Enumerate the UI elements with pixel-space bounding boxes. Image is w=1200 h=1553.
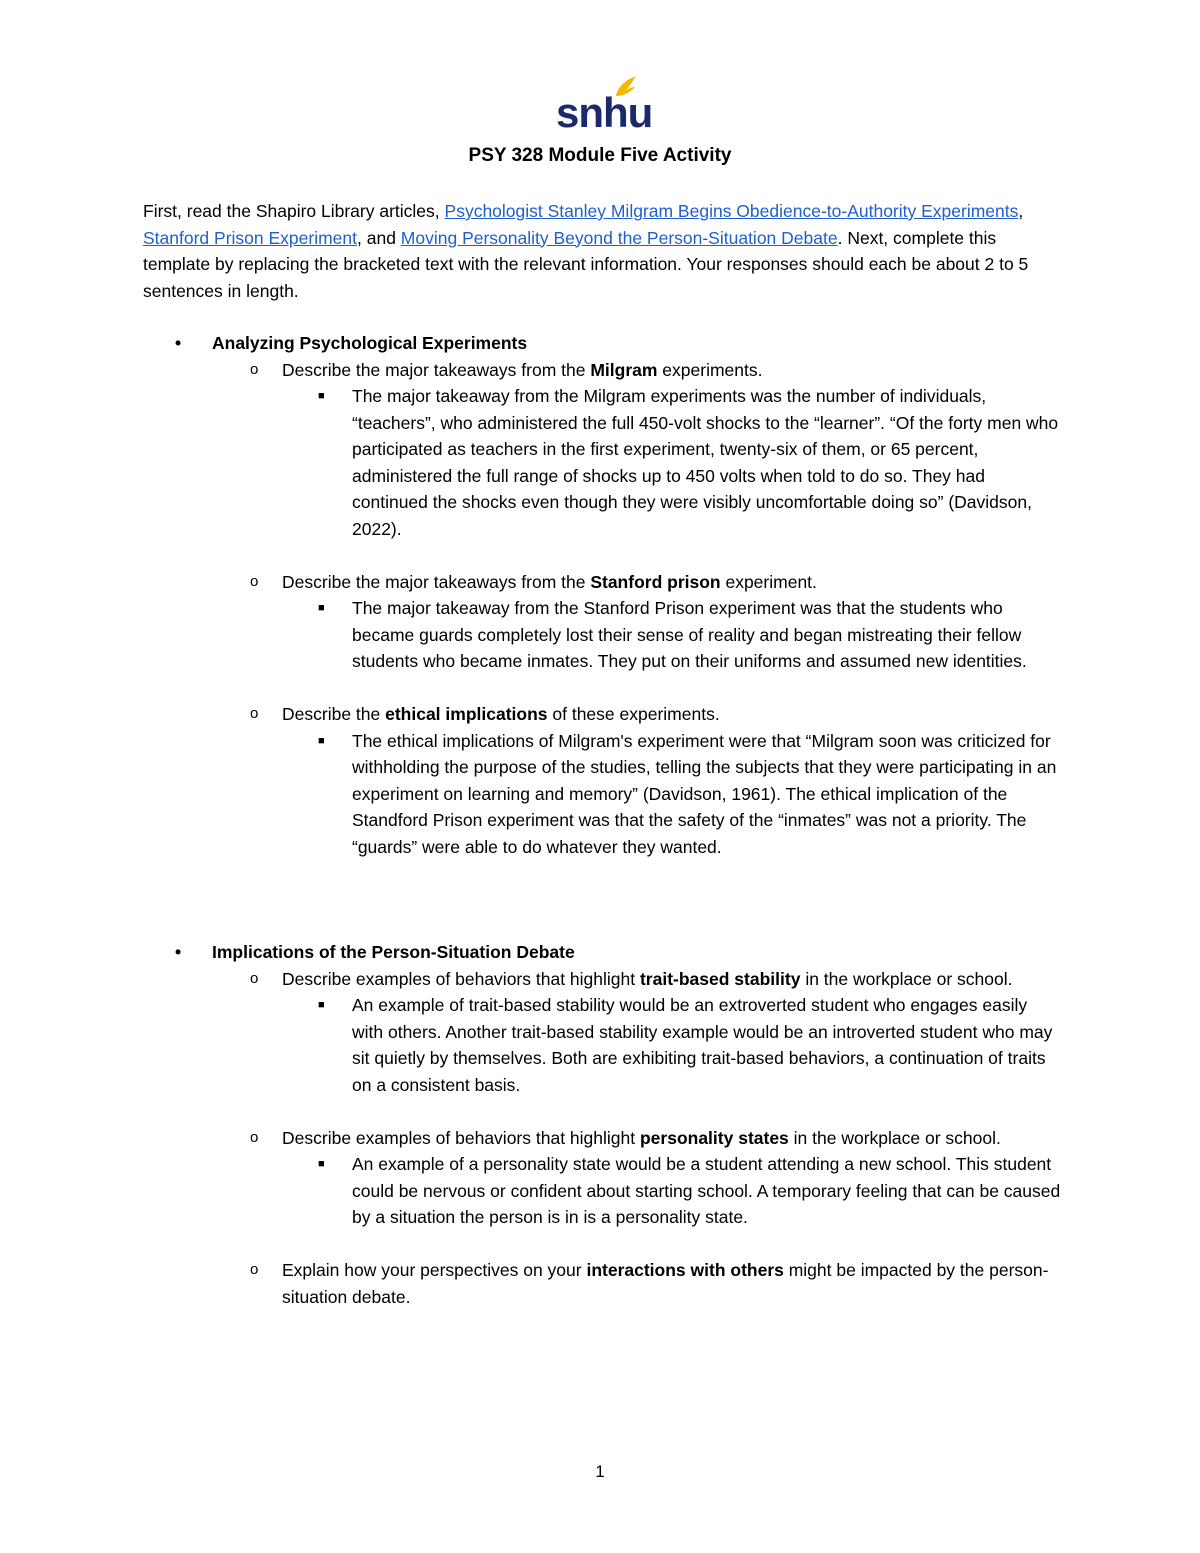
question-text: Describe the <box>282 704 386 724</box>
bullet-icon: • <box>175 333 182 353</box>
question <box>143 357 1063 384</box>
question-bold: Stanford prison <box>590 571 721 592</box>
circle-bullet-icon: o <box>250 705 259 722</box>
snhu-logo <box>556 74 653 136</box>
question-text: Describe examples of behaviors that highlight <box>282 968 640 989</box>
section-heading-text: Implications of the Person-Situation Debate <box>212 942 575 962</box>
question <box>143 701 1063 728</box>
section-heading-text: Analyzing Psychological Experiments <box>212 333 528 353</box>
question-text: experiments. <box>657 359 763 380</box>
circle-bullet-icon: o <box>250 1128 259 1146</box>
question <box>143 1257 1063 1310</box>
bullet-icon: • <box>175 942 182 962</box>
question-bold: personality states <box>639 1127 789 1148</box>
question-bold: trait-based stability <box>639 968 801 989</box>
question <box>143 569 1063 596</box>
intro-sep2: , and <box>357 227 401 248</box>
question-text: in the workplace or school. <box>800 968 1013 989</box>
circle-bullet-icon: o <box>250 572 259 590</box>
circle-bullet-icon: o <box>250 1261 259 1278</box>
answer <box>143 383 1063 542</box>
square-bullet-icon: ■ <box>318 1158 325 1170</box>
answer-text: An example of a personality state would be a student attending a new school. This student could be nervous or confident about starting school. A temporary feeling that can be caused by a situation the person is in is a personality state. <box>352 1154 1061 1227</box>
answer-text: The major takeaway from the Milgram experiments was the number of individuals, “teachers”, who administered the full 450-volt shocks to the “learner”. “Of the forty men who participated as teachers in the first experiment, twenty-six of them, or 65 percent, administered the full range of shocks up to 450 volts when told to do so. They had continued the shocks even though they were visibly uncomfortable doing so” (Davidson, 2022). <box>352 386 1059 539</box>
link-milgram-article[interactable]: Psychologist Stanley Milgram Begins Obedience-to-Authority Experiments <box>444 201 1019 221</box>
question-text: of these experiments. <box>547 704 720 724</box>
question-text: Describe the major takeaways from the <box>282 571 591 592</box>
page-number: 1 <box>595 1462 605 1481</box>
question-text: Describe examples of behaviors that highlight <box>282 1127 640 1148</box>
answer <box>143 728 1063 861</box>
answer-text: The major takeaway from the Stanford Prison experiment was that the students who became guards completely lost their sense of reality and began mistreating their fellow students who became inmates. They put on their uniforms and assumed new identities. <box>352 598 1027 671</box>
question-text: experiment. <box>720 571 817 592</box>
question-bold: ethical implications <box>385 704 548 724</box>
section-heading <box>143 330 1063 357</box>
square-bullet-icon: ■ <box>318 999 325 1011</box>
question-text: Explain how your perspectives on your <box>282 1260 587 1280</box>
square-bullet-icon: ■ <box>318 734 325 747</box>
circle-bullet-icon: o <box>250 360 259 378</box>
question-bold: Milgram <box>590 359 658 380</box>
section-person-situation <box>143 939 1063 1310</box>
answer-text: The ethical implications of Milgram's experiment were that “Milgram soon was criticized for withholding the purpose of the studies, telling the subjects that they were participating in an experiment on learning and memory” (Davidson, 1961). The ethical implication of the Standford Prison experiment was that the safety of the “inmates” was not a priority. The “guards” were able to do whatever they wanted. <box>352 730 1057 857</box>
intro-paragraph <box>143 198 1043 304</box>
answer <box>143 595 1063 675</box>
question-text: Describe the major takeaways from the <box>282 359 591 380</box>
question <box>143 1125 1063 1152</box>
link-stanford-article[interactable]: Stanford Prison Experiment <box>143 227 357 248</box>
section-analyzing-experiments <box>143 330 1063 887</box>
section-heading <box>143 939 1063 966</box>
answer <box>143 1151 1063 1231</box>
link-person-situation-article[interactable]: Moving Personality Beyond the Person-Situation Debate <box>400 227 838 248</box>
logo-text: snhu <box>556 89 653 136</box>
intro-sep1: , <box>1018 201 1024 221</box>
square-bullet-icon: ■ <box>318 602 325 614</box>
answer <box>143 992 1063 1098</box>
question-text: in the workplace or school. <box>788 1127 1001 1148</box>
question <box>143 966 1063 993</box>
intro-tail: . Next, complete this template by replacing the bracketed text with the relevant information. Your responses should each be about 2 to 5 sentences in length. <box>143 227 1029 301</box>
circle-bullet-icon: o <box>250 969 259 987</box>
intro-lead: First, read the Shapiro Library articles, <box>143 201 445 221</box>
page-title: PSY 328 Module Five Activity <box>468 145 732 166</box>
question-text: might be impacted by the person-situation debate. <box>282 1260 1049 1307</box>
square-bullet-icon: ■ <box>318 390 325 402</box>
question-bold: interactions with others <box>586 1260 784 1280</box>
answer-text: An example of trait-based stability would be an extroverted student who engages easily with others. Another trait-based stability example would be an introverted student who may sit quietly by themselves. Both are exhibiting trait-based behaviors, a continuation of traits on a consistent basis. <box>352 995 1053 1095</box>
